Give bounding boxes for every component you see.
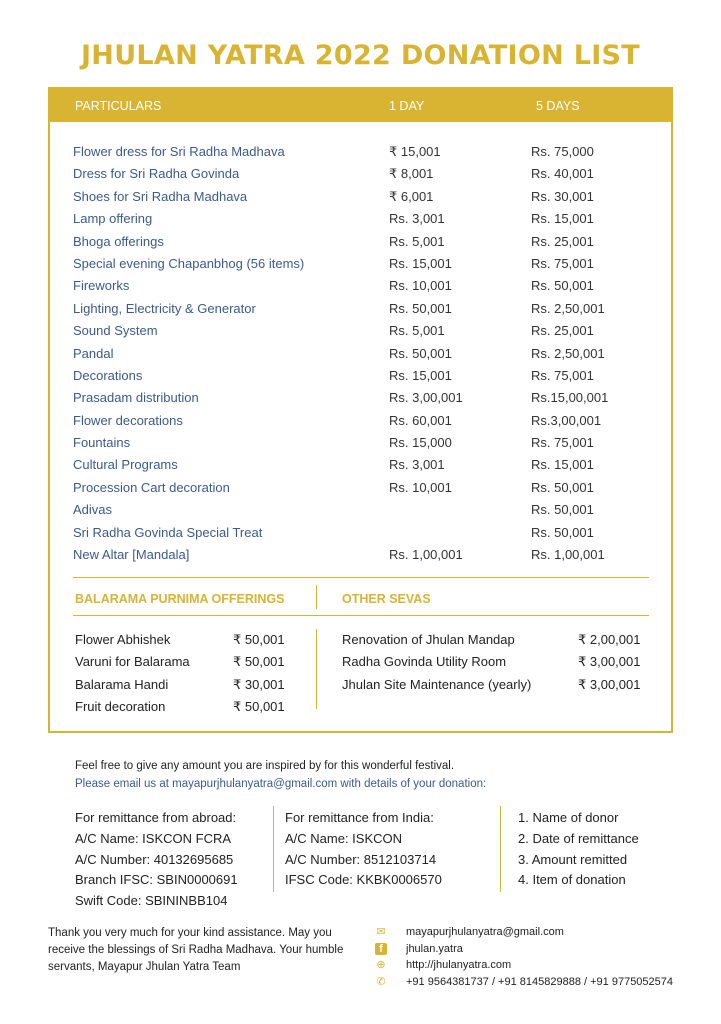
row-1-day-amount: Rs. 1,00,001 [389,547,463,563]
table-row [50,477,671,499]
row-5-days-amount: Rs. 15,001 [531,457,594,473]
row-item: Lighting, Electricity & Generator [73,300,256,316]
page-title: JHULAN YATRA 2022 DONATION LIST [80,40,641,71]
divider [500,806,501,892]
offering-amount: ₹ 3,00,001 [578,654,641,670]
row-5-days-amount: Rs. 50,001 [531,479,594,495]
row-5-days-amount: Rs. 75,000 [531,144,594,159]
row-1-day-amount: Rs. 5,001 [389,233,445,249]
table-header [50,89,671,122]
info-line: A/C Name: ISKCON FCRA [75,830,232,846]
row-1-day-amount: Rs. 10,001 [389,479,452,495]
row-5-days-amount: Rs. 50,001 [531,278,594,294]
row-5-days-amount: Rs. 2,50,001 [531,345,605,361]
row-5-days-amount: Rs. 25,001 [531,323,594,339]
info-line: IFSC Code: KKBK0006570 [285,872,442,888]
offering-amount: ₹ 50,001 [233,699,285,715]
globe-icon: ⊕ [376,959,386,971]
table-row [50,186,671,208]
table-body [50,141,671,566]
offering-amount: ₹ 50,001 [233,654,285,670]
table-row [50,163,671,185]
row-1-day-amount: Rs. 15,001 [389,255,452,271]
offering-item: Radha Govinda Utility Room [342,654,507,670]
row-1-day-amount: Rs. 60,001 [389,412,452,428]
row-item: Fountains [73,435,131,451]
table-row [50,231,671,253]
divider [316,629,317,709]
row-1-day-amount: Rs. 50,001 [389,345,452,361]
divider [316,585,317,609]
row-1-day-amount: Rs. 5,001 [389,323,445,339]
header-5-days: 5 DAYS [536,99,580,113]
table-row [50,320,671,342]
row-item: Prasadam distribution [73,390,199,406]
row-item: New Altar [Mandala] [73,547,190,563]
table-row [50,343,671,365]
row-1-day-amount: ₹ 6,001 [389,188,434,204]
info-line: A/C Number: 8512103714 [285,851,437,867]
abroad-remittance [75,808,238,912]
offering-item: Flower Abhishek [75,632,171,647]
offering-amount: ₹ 50,001 [233,632,285,647]
row-5-days-amount: Rs. 30,001 [531,188,594,204]
row-item: Flower decorations [73,412,183,428]
offering-amount: ₹ 3,00,001 [578,676,641,692]
offering-amount: ₹ 2,00,001 [578,632,641,647]
row-item: Sound System [73,323,158,339]
row-5-days-amount: Rs. 1,00,001 [531,547,605,563]
row-item: Sri Radha Govinda Special Treat [73,524,263,540]
table-row [50,253,671,275]
table-row [50,387,671,409]
table-row [50,454,671,476]
row-1-day-amount: Rs. 50,001 [389,300,452,316]
row-5-days-amount: Rs.15,00,001 [531,390,609,406]
row-5-days-amount: Rs. 25,001 [531,233,594,249]
row-5-days-amount: Rs. 50,001 [531,524,594,540]
row-item: Dress for Sri Radha Govinda [73,166,240,182]
offering-item: Varuni for Balarama [75,654,190,670]
row-item: Cultural Programs [73,457,178,473]
row-5-days-amount: Rs. 50,001 [531,502,594,518]
row-5-days-amount: Rs.3,00,001 [531,412,602,428]
facebook-icon: f [375,943,387,955]
india-remittance [285,808,442,891]
header-1-day: 1 DAY [389,99,425,113]
row-1-day-amount: Rs. 3,001 [389,211,445,227]
table-row [50,365,671,387]
row-item: Shoes for Sri Radha Madhava [73,188,248,204]
table-row [50,141,671,163]
row-5-days-amount: Rs. 2,50,001 [531,300,605,316]
contact-text[interactable]: http://jhulanyatra.com [406,959,512,971]
row-5-days-amount: Rs. 75,001 [531,435,594,451]
thank-you-note: Thank you very much for your kind assistance. May you receive the blessings of Sri Radha Madhava. Your humble servants, Mayapur Jhulan Yatra Team [48,927,344,973]
table-row [50,208,671,230]
offering-item: Balarama Handi [75,676,169,692]
email-instruction: Please email us at mayapurjhulanyatra@gmail.com with details of your donation: [75,778,487,790]
row-5-days-amount: Rs. 75,001 [531,255,594,271]
row-item: Bhoga offerings [73,233,164,249]
table-row [50,275,671,297]
row-1-day-amount: Rs. 15,000 [389,435,452,451]
table-row [50,410,671,432]
row-item: Procession Cart decoration [73,479,230,495]
table-row [50,544,671,566]
row-item: Decorations [73,367,143,383]
row-5-days-amount: Rs. 40,001 [531,166,594,182]
other-sevas-heading: OTHER SEVAS [342,592,431,606]
row-item: Adivas [73,502,113,518]
table-row [50,499,671,521]
row-1-day-amount: Rs. 3,00,001 [389,390,463,406]
balarama-heading: BALARAMA PURNIMA OFFERINGS [75,592,285,606]
row-item: Special evening Chapanbhog (56 items) [73,255,305,271]
row-item: Flower dress for Sri Radha Madhava [73,144,285,159]
whatsapp-icon: ✆ [376,975,386,988]
offering-item: Jhulan Site Maintenance (yearly) [342,676,532,692]
row-1-day-amount: ₹ 8,001 [389,166,434,182]
divider [73,615,649,616]
info-line: 1. Name of donor [518,810,619,825]
contact-text: jhulan.yatra [406,942,463,955]
contact-text: +91 9564381737 / +91 8145829888 / +91 9775052574 [406,975,674,988]
divider [273,806,274,892]
offering-item: Fruit decoration [75,699,166,715]
email-icon: ✉ [376,926,386,938]
table-row [50,298,671,320]
info-line: Swift Code: SBININBB104 [75,893,228,909]
info-line: A/C Name: ISKCON [285,830,403,846]
info-line: For remittance from India: [285,810,434,825]
header-particulars: PARTICULARS [75,99,162,113]
row-1-day-amount: Rs. 10,001 [389,278,452,294]
divider [73,577,649,578]
row-5-days-amount: Rs. 75,001 [531,367,594,383]
table-row [50,432,671,454]
info-line: 2. Date of remittance [518,830,639,846]
row-item: Pandal [73,345,114,361]
info-line: For remittance from abroad: [75,810,237,825]
row-1-day-amount: ₹ 15,001 [389,144,441,159]
table-row [50,522,671,544]
donation-note: Feel free to give any amount you are inspired by for this wonderful festival. [75,760,455,772]
offering-item: Renovation of Jhulan Mandap [342,632,515,647]
row-1-day-amount: Rs. 3,001 [389,457,445,473]
row-item: Fireworks [73,278,130,294]
row-1-day-amount: Rs. 15,001 [389,367,452,383]
info-line: 4. Item of donation [518,872,626,888]
info-line: Branch IFSC: SBIN0000691 [75,872,238,888]
contact-text[interactable]: mayapurjhulanyatra@gmail.com [406,926,564,938]
row-5-days-amount: Rs. 15,001 [531,211,594,227]
row-item: Lamp offering [73,211,153,227]
info-line: A/C Number: 40132695685 [75,851,234,867]
donation-table [48,87,673,733]
offering-amount: ₹ 30,001 [233,676,285,692]
donation-details-list [518,808,639,891]
info-line: 3. Amount remitted [518,851,628,867]
